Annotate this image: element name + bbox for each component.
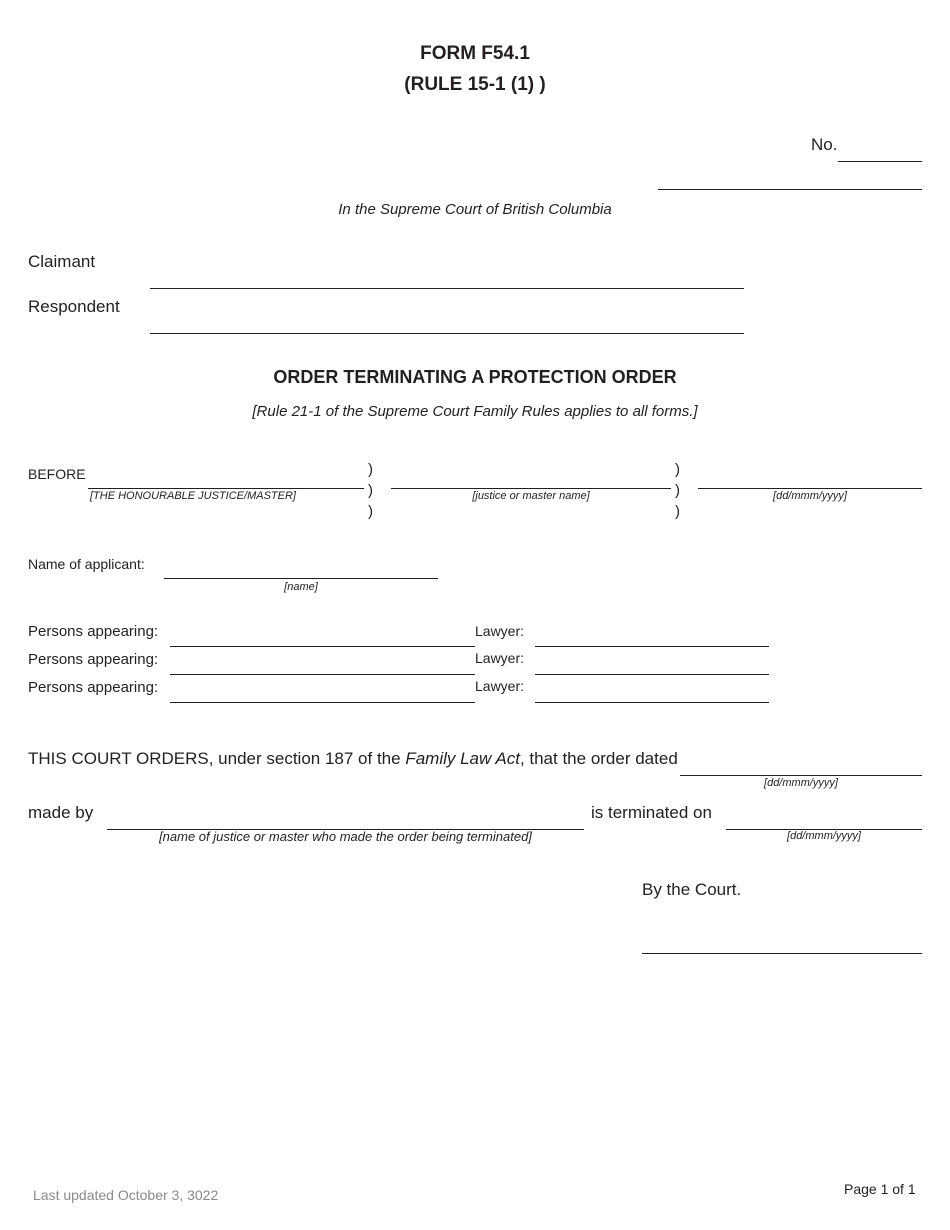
form-title: FORM F54.1 bbox=[420, 43, 530, 64]
justice-name-field[interactable] bbox=[391, 488, 671, 489]
bracket-paren: ) bbox=[368, 461, 373, 478]
claimant-label: Claimant bbox=[28, 252, 96, 271]
rules-note: [Rule 21-1 of the Supreme Court Family Rules applies to all forms.] bbox=[252, 403, 698, 420]
justice-title-field[interactable] bbox=[88, 488, 364, 489]
made-by-hint: [name of justice or master who made the order being terminated] bbox=[159, 829, 532, 844]
persons-appearing-field[interactable] bbox=[170, 702, 475, 703]
order-date-hint: [dd/mmm/yyyy] bbox=[764, 777, 838, 789]
bracket-paren: ) bbox=[675, 461, 680, 478]
number-field[interactable] bbox=[838, 161, 922, 162]
bracket-paren: ) bbox=[675, 503, 680, 520]
persons-appearing-field[interactable] bbox=[170, 674, 475, 675]
before-date-hint: [dd/mmm/yyyy] bbox=[773, 490, 847, 502]
applicant-label: Name of applicant: bbox=[28, 556, 145, 572]
number-label: No. bbox=[811, 135, 838, 154]
court-orders-tail: , that the order dated bbox=[519, 749, 678, 768]
terminated-label: is terminated on bbox=[591, 803, 712, 822]
respondent-label: Respondent bbox=[28, 297, 120, 316]
lawyer-label: Lawyer: bbox=[475, 678, 525, 694]
before-label: BEFORE bbox=[28, 466, 86, 482]
form-rule: (RULE 15-1 (1) ) bbox=[404, 74, 546, 95]
court-name: In the Supreme Court of British Columbia bbox=[338, 201, 612, 218]
lawyer-label: Lawyer: bbox=[475, 650, 525, 666]
bracket-paren: ) bbox=[675, 482, 680, 499]
claimant-field[interactable] bbox=[150, 288, 744, 289]
justice-title-hint: [THE HONOURABLE JUSTICE/MASTER] bbox=[90, 490, 296, 502]
persons-appearing-label: Persons appearing: bbox=[28, 651, 159, 668]
before-date-field[interactable] bbox=[698, 488, 922, 489]
lawyer-field[interactable] bbox=[535, 674, 769, 675]
page-number: Page 1 of 1 bbox=[844, 1181, 916, 1197]
court-orders-text bbox=[28, 749, 678, 769]
court-orders-lead: THIS COURT ORDERS, under section 187 of the bbox=[28, 749, 406, 768]
applicant-name-field[interactable] bbox=[164, 578, 438, 579]
order-date-field[interactable] bbox=[680, 775, 922, 776]
bracket-paren: ) bbox=[368, 503, 373, 520]
act-name: Family Law Act bbox=[405, 749, 520, 768]
lawyer-label: Lawyer: bbox=[475, 623, 525, 639]
lawyer-field[interactable] bbox=[535, 646, 769, 647]
applicant-name-hint: [name] bbox=[284, 581, 318, 593]
persons-appearing-label: Persons appearing: bbox=[28, 679, 159, 696]
last-updated: Last updated October 3, 3022 bbox=[33, 1187, 219, 1203]
lawyer-field[interactable] bbox=[535, 702, 769, 703]
made-by-label: made by bbox=[28, 803, 94, 822]
respondent-field[interactable] bbox=[150, 333, 744, 334]
persons-appearing-label: Persons appearing: bbox=[28, 623, 159, 640]
bracket-paren: ) bbox=[368, 482, 373, 499]
registry-field[interactable] bbox=[658, 189, 922, 190]
justice-name-hint: [justice or master name] bbox=[472, 490, 590, 502]
terminated-date-hint: [dd/mmm/yyyy] bbox=[787, 830, 861, 842]
order-heading: ORDER TERMINATING A PROTECTION ORDER bbox=[273, 367, 677, 387]
persons-appearing-field[interactable] bbox=[170, 646, 475, 647]
by-the-court-label: By the Court. bbox=[642, 880, 742, 899]
signature-field[interactable] bbox=[642, 953, 922, 954]
